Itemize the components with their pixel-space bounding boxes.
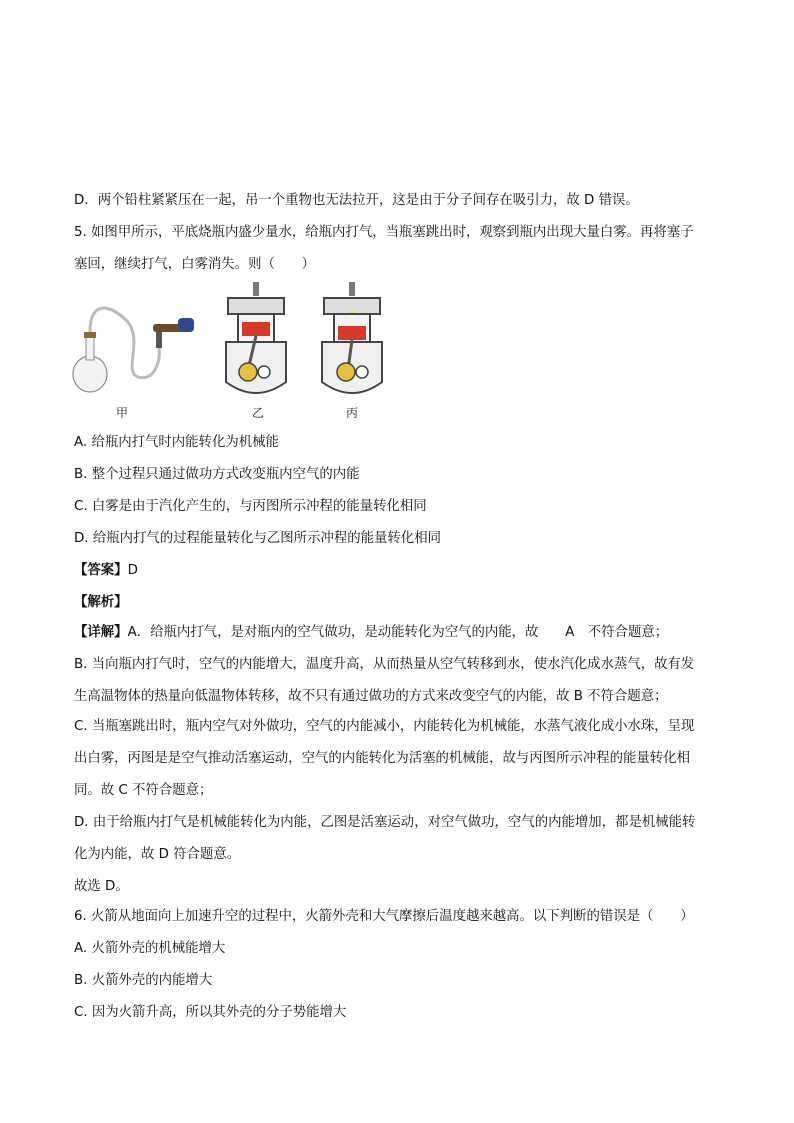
- explain-c-line2: 出白雾，丙图是是空气推动活塞运动，空气的内能转化为活塞的机械能，故与丙图所示冲程的能量转化相: [74, 751, 690, 766]
- engine-yi-figure: [216, 282, 296, 407]
- option-a: A. 给瓶内打气时内能转化为机械能: [74, 435, 279, 450]
- flask-pump-figure: [68, 282, 198, 407]
- question-6-option-a: A. 火箭外壳的机械能增大: [74, 941, 226, 956]
- engine-bing-figure: [312, 282, 392, 407]
- analysis-tag: 【解析】: [74, 595, 128, 610]
- explain-c-line1: C. 当瓶塞跳出时，瓶内空气对外做功，空气的内能减小，内能转化为机械能，水蒸气液化成小水珠，呈现: [74, 719, 695, 734]
- figure-label-yi: 乙: [252, 406, 265, 420]
- explain-d-line1: D. 由于给瓶内打气是机械能转化为内能，乙图是活塞运动，对空气做功，空气的内能增加，都是机械能转: [74, 815, 696, 830]
- detail-a-text: A．给瓶内打气，是对瓶内的空气做功，是动能转化为空气的内能，故 A 不符合题意；: [127, 625, 669, 640]
- choose-line: 故选 D。: [74, 879, 129, 894]
- line-prev-d: D．两个铅柱紧紧压在一起，吊一个重物也无法拉开，这是由于分子间存在吸引力，故 D 错误。: [74, 193, 639, 208]
- question-6-option-c: C. 因为火箭升高，所以其外壳的分子势能增大: [74, 1005, 347, 1020]
- question-5-line2: 塞回，继续打气，白雾消失。则（ ）: [74, 257, 316, 272]
- figures: [68, 282, 368, 422]
- option-b: B. 整个过程只通过做功方式改变瓶内空气的内能: [74, 467, 360, 482]
- answer-tag: 【答案】: [74, 563, 128, 578]
- option-c: C. 白雾是由于汽化产生的，与丙图所示冲程的能量转化相同: [74, 499, 427, 514]
- question-5-line1: 5. 如图甲所示，平底烧瓶内盛少量水，给瓶内打气，当瓶塞跳出时，观察到瓶内出现大量白雾。再将塞子: [74, 225, 694, 240]
- answer-line: [74, 562, 138, 580]
- detail-line-a: [74, 624, 668, 642]
- explain-b-line2: 生高温物体的热量向低温物体转移，故不只有通过做功的方式来改变空气的内能，故 B 不符合题意；: [74, 689, 668, 704]
- figure-label-jia: 甲: [116, 406, 129, 420]
- explain-c-line3: 同。故 C 不符合题意；: [74, 783, 213, 798]
- answer-value: D: [127, 563, 138, 578]
- figure-label-bing: 丙: [346, 406, 359, 420]
- question-6-option-b: B. 火箭外壳的内能增大: [74, 973, 213, 988]
- explain-d-line2: 化为内能，故 D 符合题意。: [74, 847, 241, 862]
- question-6: 6. 火箭从地面向上加速升空的过程中，火箭外壳和大气摩擦后温度越来越高。以下判断的错误是（ ）: [74, 909, 694, 924]
- detail-tag: 【详解】: [74, 625, 128, 640]
- explain-b-line1: B. 当向瓶内打气时，空气的内能增大，温度升高，从而热量从空气转移到水，使水汽化成水蒸气，故有发: [74, 657, 695, 672]
- option-d: D. 给瓶内打气的过程能量转化与乙图所示冲程的能量转化相同: [74, 531, 441, 546]
